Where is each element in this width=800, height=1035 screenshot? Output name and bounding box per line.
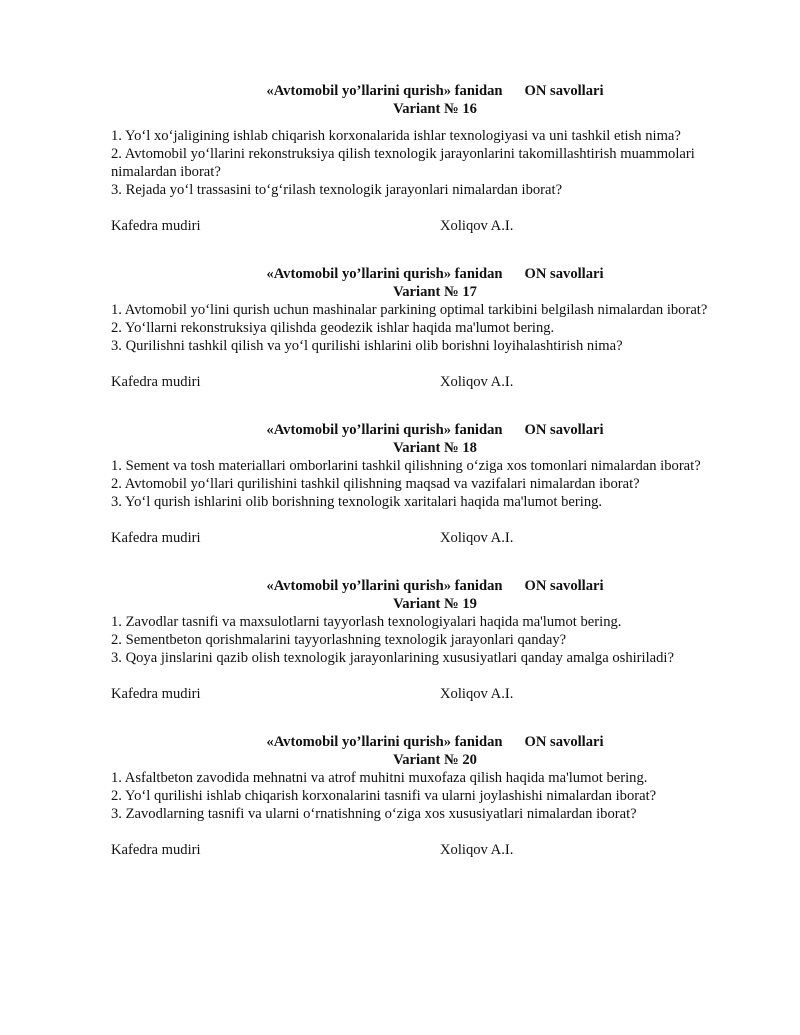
variant-block-19 (111, 577, 751, 703)
variant-block-18 (111, 421, 751, 547)
signature-name: Xoliqov A.I. (440, 374, 514, 390)
question-item-1: 1. Zavodlar tasnifi va maxsulotlarni tayyorlash texnologiyalari haqida ma'lumot bering. (111, 614, 622, 630)
variant-title-line (119, 82, 751, 100)
question-item-3: 3. Qoya jinslarini qazib olish texnologik jarayonlarining xususiyatlari qanday amalga oshiriladi? (111, 650, 674, 666)
subject-title: «Avtomobil yo’llarini qurish» fanidan (266, 266, 503, 282)
variant-block-16 (111, 82, 751, 235)
signature-line (111, 217, 751, 235)
question-list (111, 301, 751, 355)
variant-heading (119, 265, 751, 301)
title-suffix: ON savollari (524, 266, 604, 282)
variant-number: Variant № 18 (393, 440, 477, 456)
signature-role: Kafedra mudiri (111, 842, 201, 858)
variant-number: Variant № 20 (393, 752, 477, 768)
variant-number: Variant № 19 (393, 596, 477, 612)
question-item-3: 3. Yo‘l qurish ishlarini olib borishning texnologik xaritalari haqida ma'lumot bering. (111, 494, 603, 510)
exam-document (111, 82, 751, 859)
question-item-3: 3. Zavodlarning tasnifi va ularni o‘rnatishning o‘ziga xos xususiyatlari nimalardan iborat? (111, 806, 637, 822)
question-list (111, 613, 751, 667)
signature-name: Xoliqov A.I. (440, 842, 514, 858)
signature-role: Kafedra mudiri (111, 686, 201, 702)
title-suffix: ON savollari (524, 83, 604, 99)
question-item-1: 1. Sement va tosh materiallari omborlarini tashkil qilishning o‘ziga xos tomonlari nimalardan iborat? (111, 458, 701, 474)
signature-name: Xoliqov A.I. (440, 530, 514, 546)
variant-number: Variant № 16 (393, 101, 477, 117)
signature-line (111, 841, 751, 859)
signature-line (111, 373, 751, 391)
subject-title: «Avtomobil yo’llarini qurish» fanidan (266, 83, 503, 99)
signature-line (111, 685, 751, 703)
signature-role: Kafedra mudiri (111, 530, 201, 546)
variant-title-line (119, 577, 751, 595)
question-list (111, 457, 751, 511)
signature-role: Kafedra mudiri (111, 374, 201, 390)
variant-block-20 (111, 733, 751, 859)
question-item-2: 2. Yo‘llarni rekonstruksiya qilishda geodezik ishlar haqida ma'lumot bering. (111, 320, 555, 336)
question-item-2: 2. Sementbeton qorishmalarini tayyorlashning texnologik jarayonlari qanday? (111, 632, 567, 648)
question-item-1: 1. Yo‘l xo‘jaligining ishlab chiqarish korxonalarida ishlar texnologiyasi va uni tashkil etish nima? (111, 128, 681, 144)
question-item-1: 1. Avtomobil yo‘lini qurish uchun mashinalar parkining optimal tarkibini belgilash nimalardan iborat? (111, 302, 708, 318)
variant-title-line (119, 733, 751, 751)
variant-number: Variant № 17 (393, 284, 477, 300)
variant-block-17 (111, 265, 751, 391)
subject-title: «Avtomobil yo’llarini qurish» fanidan (266, 422, 503, 438)
question-list (111, 769, 751, 823)
question-item-3: 3. Rejada yo‘l trassasini to‘g‘rilash texnologik jarayonlari nimalardan iborat? (111, 182, 563, 198)
signature-role: Kafedra mudiri (111, 218, 201, 234)
variant-title-line (119, 421, 751, 439)
signature-name: Xoliqov A.I. (440, 218, 514, 234)
question-item-3: 3. Qurilishni tashkil qilish va yo‘l qurilishi ishlarini olib borishni loyihalashtirish nima? (111, 338, 623, 354)
subject-title: «Avtomobil yo’llarini qurish» fanidan (266, 734, 503, 750)
variant-heading (119, 421, 751, 457)
question-list (111, 127, 751, 199)
variant-heading (119, 577, 751, 613)
question-item-2: 2. Avtomobil yo‘llarini rekonstruksiya qilish texnologik jarayonlarini takomillashtirish muammolari nimalardan iborat? (111, 146, 695, 180)
variant-heading (119, 82, 751, 118)
signature-name: Xoliqov A.I. (440, 686, 514, 702)
signature-line (111, 529, 751, 547)
question-item-2: 2. Avtomobil yo‘llari qurilishini tashkil qilishning maqsad va vazifalari nimalardan iborat? (111, 476, 640, 492)
question-item-2: 2. Yo‘l qurilishi ishlab chiqarish korxonalarini tasnifi va ularni joylashishi nimalardan iborat? (111, 788, 657, 804)
title-suffix: ON savollari (524, 734, 604, 750)
title-suffix: ON savollari (524, 422, 604, 438)
variant-heading (119, 733, 751, 769)
title-suffix: ON savollari (524, 578, 604, 594)
question-item-1: 1. Asfaltbeton zavodida mehnatni va atrof muhitni muxofaza qilish haqida ma'lumot bering. (111, 770, 648, 786)
subject-title: «Avtomobil yo’llarini qurish» fanidan (266, 578, 503, 594)
variant-title-line (119, 265, 751, 283)
